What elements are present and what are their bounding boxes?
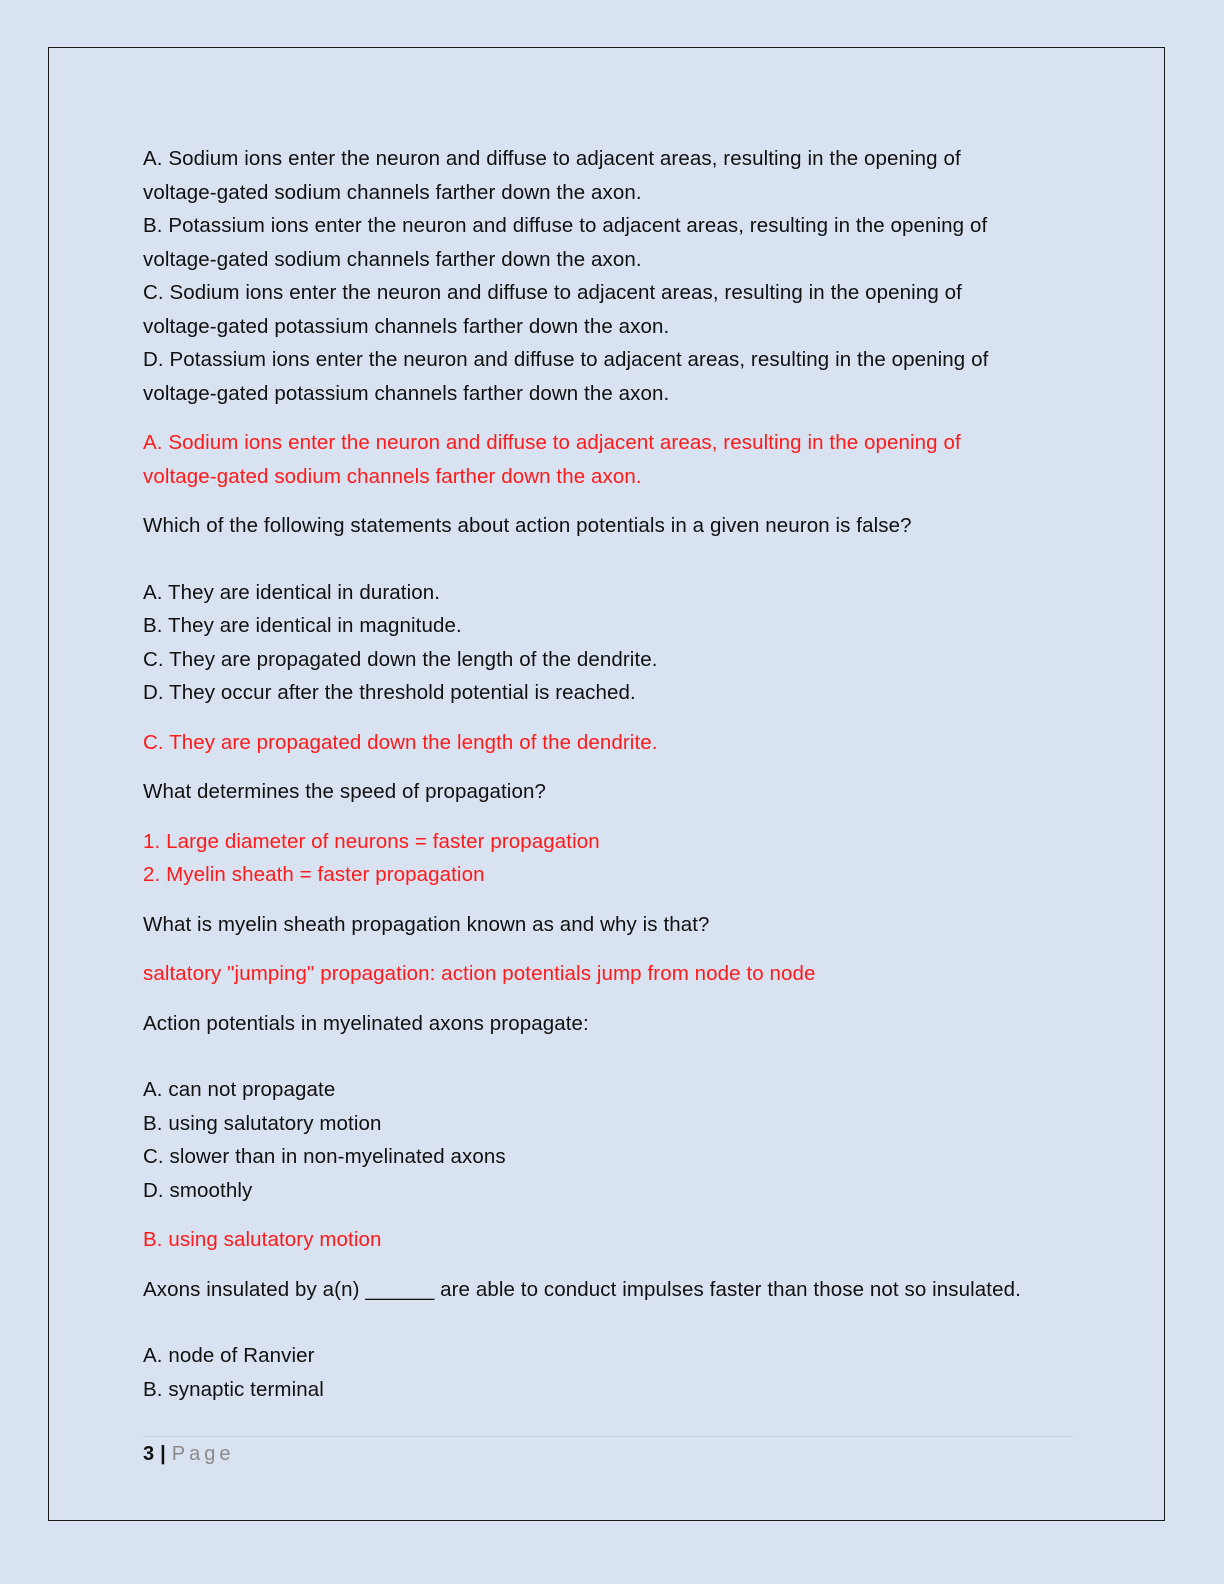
footer-divider [143, 1436, 1073, 1437]
q2-option-a: A. They are identical in duration. [143, 580, 441, 604]
q3-answer-1: 1. Large diameter of neurons = faster propagation [143, 829, 600, 853]
q1-answer-line2: voltage-gated sodium channels farther down the axon. [143, 464, 642, 488]
q2-option-d: D. They occur after the threshold potential is reached. [143, 681, 636, 704]
q5-question: Action potentials in myelinated axons propagate: [143, 1011, 589, 1035]
q6-options [143, 1339, 1078, 1406]
q1-option-c-line1: C. Sodium ions enter the neuron and diffuse to adjacent areas, resulting in the opening of [143, 281, 962, 304]
q5-options [143, 1073, 1078, 1207]
q4-answer: saltatory "jumping" propagation: action potentials jump from node to node [143, 962, 816, 985]
q3-question: What determines the speed of propagation? [143, 780, 546, 803]
page-number: 3 [143, 1443, 155, 1465]
q1-answer-line1: A. Sodium ions enter the neuron and diffuse to adjacent areas, resulting in the opening of [143, 431, 961, 454]
q1-option-d-line1: D. Potassium ions enter the neuron and diffuse to adjacent areas, resulting in the opening of [143, 348, 989, 371]
q4-question: What is myelin sheath propagation known as and why is that? [143, 912, 710, 936]
q2-options [143, 576, 1078, 710]
q2-option-b: B. They are identical in magnitude. [143, 614, 462, 637]
q5-option-d: D. smoothly [143, 1178, 253, 1202]
q1-option-b-line2: voltage-gated sodium channels farther down the axon. [143, 247, 642, 271]
document-body [143, 142, 1078, 1406]
q1-option-b-line1: B. Potassium ions enter the neuron and diffuse to adjacent areas, resulting in the opening of [143, 214, 988, 237]
q1-option-a-line1: A. Sodium ions enter the neuron and diffuse to adjacent areas, resulting in the opening of [143, 147, 961, 170]
q6-option-b: B. synaptic terminal [143, 1377, 324, 1401]
page-label: Page [171, 1443, 235, 1465]
q6-question: Axons insulated by a(n) ______ are able to conduct impulses faster than those not so insulated. [143, 1277, 1021, 1301]
q2-option-c: C. They are propagated down the length of the dendrite. [143, 647, 658, 671]
q1-options [143, 142, 1078, 410]
q5-option-a: A. can not propagate [143, 1078, 336, 1101]
q1-option-a-line2: voltage-gated sodium channels farther down the axon. [143, 180, 642, 204]
q6-option-a: A. node of Ranvier [143, 1344, 315, 1367]
q5-answer: B. using salutatory motion [143, 1228, 382, 1251]
q2-question: Which of the following statements about action potentials in a given neuron is false? [143, 514, 912, 537]
q5-option-b: B. using salutatory motion [143, 1111, 382, 1135]
q5-option-c: C. slower than in non-myelinated axons [143, 1145, 506, 1168]
q3-answers [143, 825, 1078, 892]
q1-answer [143, 426, 1078, 493]
q1-option-c-line2: voltage-gated potassium channels farther down the axon. [143, 314, 670, 338]
q3-answer-2: 2. Myelin sheath = faster propagation [143, 863, 485, 886]
q1-option-d-line2: voltage-gated potassium channels farther down the axon. [143, 381, 670, 405]
q2-answer: C. They are propagated down the length of the dendrite. [143, 730, 658, 754]
page-footer [143, 1441, 234, 1467]
footer-separator: | [160, 1443, 166, 1465]
